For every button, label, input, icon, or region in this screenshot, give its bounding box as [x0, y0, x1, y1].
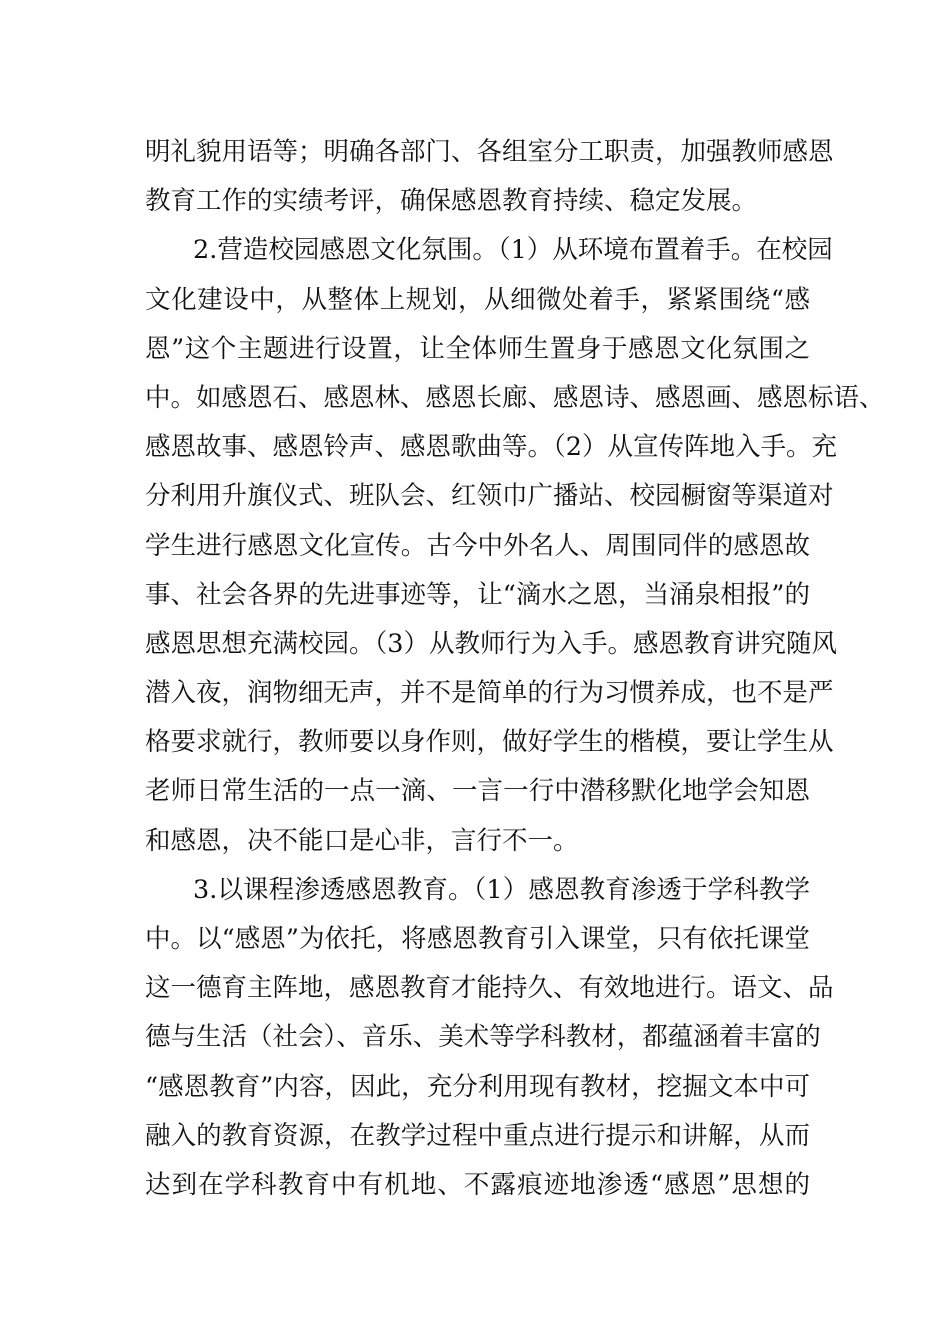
- text-line: 中。以“感恩”为依托，将感恩教育引入课堂，只有依托课堂: [145, 924, 810, 954]
- text-line: 达到在学科教育中有机地、不露痕迹地渗透“感恩”思想的: [145, 1169, 810, 1200]
- text-line: 教育工作的实绩考评，确保感恩教育持续、稳定发展。: [145, 186, 758, 217]
- text-line: 明礼貌用语等；明确各部门、各组室分工职责，加强教师感恩: [145, 137, 834, 167]
- text-line: 事、社会各界的先进事迹等，让“滴水之恩，当涌泉相报”的: [145, 579, 810, 610]
- body-text: [145, 128, 885, 1210]
- text-line: 这一德育主阵地，感恩教育才能持久、有效地进行。语文、品: [145, 973, 834, 1004]
- text-line: 和感恩，决不能口是心非，言行不一。: [145, 825, 579, 856]
- text-line: 2.营造校园感恩文化氛围。（1）从环境布置着手。在校园: [193, 235, 833, 266]
- text-line: 潜入夜，润物细无声，并不是简单的行为习惯养成，也不是严: [145, 678, 834, 709]
- text-line: 分利用升旗仪式、班队会、红领巾广播站、校园橱窗等渠道对: [145, 481, 834, 512]
- text-line: 老师日常生活的一点一滴、一言一行中潜移默化地学会知恩: [145, 776, 810, 807]
- text-line: 德与生活（社会）、音乐、美术等学科教材，都蕴涵着丰富的: [145, 1022, 821, 1053]
- text-line: 感恩思想充满校园。（3）从教师行为入手。感恩教育讲究随风: [145, 628, 837, 659]
- text-line: 恩”这个主题进行设置，让全体师生置身于感恩文化氛围之: [145, 333, 810, 364]
- text-line: 文化建设中，从整体上规划，从细微处着手，紧紧围绕“感: [145, 284, 810, 315]
- text-line: 格要求就行，教师要以身作则，做好学生的楷模，要让学生从: [145, 727, 834, 758]
- text-line: 3.以课程渗透感恩教育。（1）感恩教育渗透于学科教学: [193, 874, 810, 905]
- text-line: “感恩教育”内容，因此，充分利用现有教材，挖掘文本中可: [145, 1071, 810, 1102]
- text-line: 融入的教育资源，在教学过程中重点进行提示和讲解，从而: [145, 1120, 810, 1151]
- text-line: 感恩故事、感恩铃声、感恩歌曲等。（2）从宣传阵地入手。充: [145, 432, 837, 463]
- text-line: 学生进行感恩文化宣传。古今中外名人、周围同伴的感恩故: [145, 530, 810, 561]
- text-line: 中。如感恩石、感恩林、感恩长廊、感恩诗、感恩画、感恩标语、: [145, 382, 885, 413]
